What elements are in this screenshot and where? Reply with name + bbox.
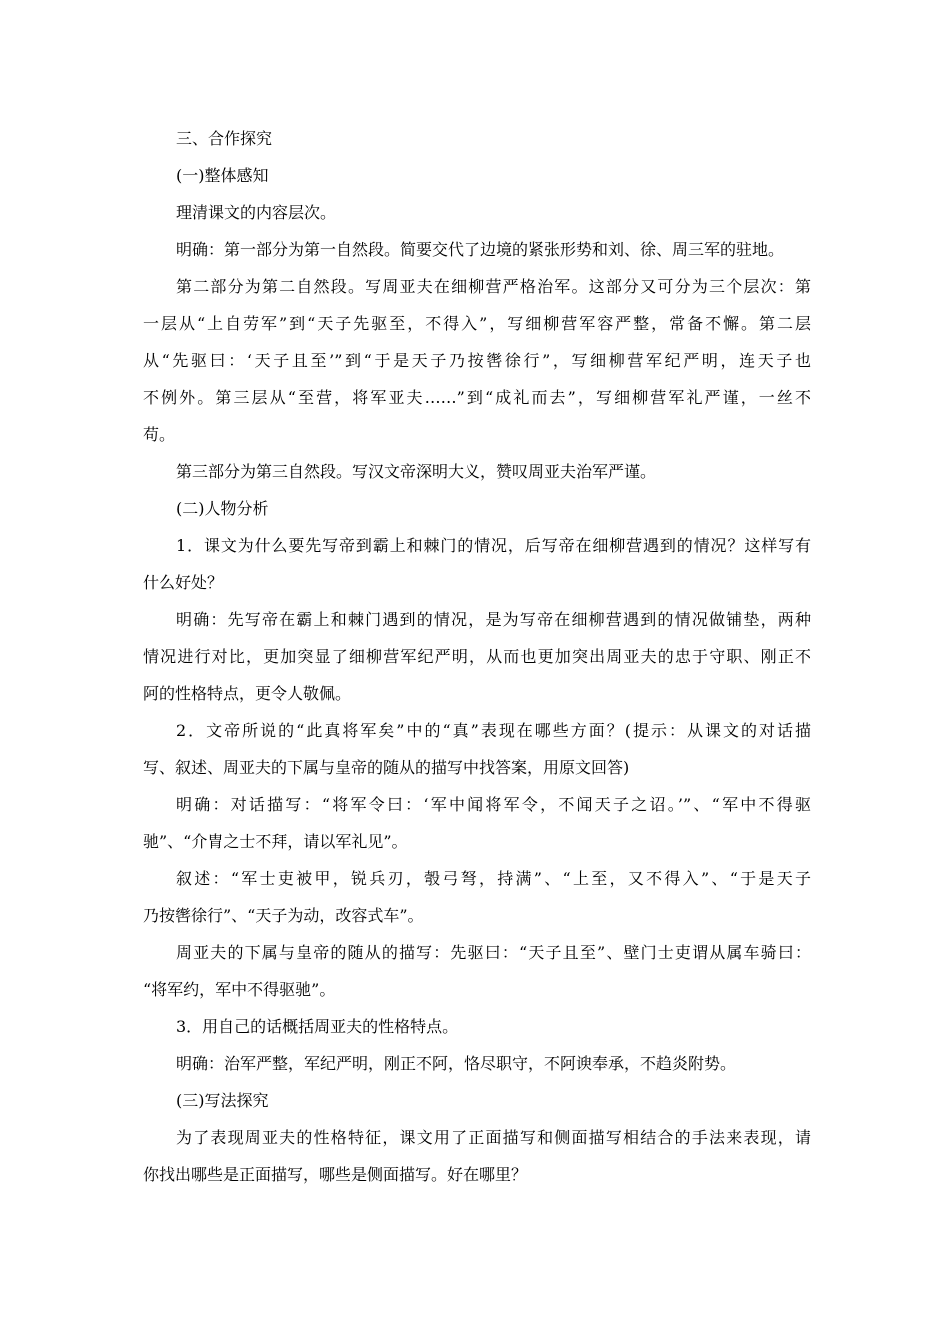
text-line: 明确：第一部分为第一自然段。简要交代了边境的紧张形势和刘、徐、周三军的驻地。 (176, 240, 785, 259)
text-line: 阿的性格特点，更令人敬佩。 (143, 684, 352, 703)
text-line: (三)写法探究 (176, 1091, 269, 1110)
text-line: 第二部分为第二自然段。写周亚夫在细柳营严格治军。这部分又可分为三个层次：第 (176, 277, 811, 296)
text-line: 一层从“上自劳军”到“天子先驱至，不得入”，写细柳营军容严整，常备不懈。第二层 (143, 314, 811, 333)
text-line: 情况进行对比，更加突显了细柳营军纪严明，从而也更加突出周亚夫的忠于守职、刚正不 (143, 647, 811, 666)
text-line: 明确：先写帝在霸上和棘门遇到的情况，是为写帝在细柳营遇到的情况做铺垫，两种 (176, 610, 811, 629)
text-line: 从“先驱曰：‘天子且至’”到“于是天子乃按辔徐行”，写细柳营军纪严明，连天子也 (143, 351, 811, 370)
text-line: 不例外。第三层从“至营，将军亚夫……”到“成礼而去”，写细柳营军礼严谨，一丝不 (143, 388, 811, 407)
text-line: 什么好处？ (143, 573, 224, 592)
text-line: 2．文帝所说的“此真将军矣”中的“真”表现在哪些方面？(提示：从课文的对话描 (176, 721, 811, 740)
text-line: (二)人物分析 (176, 499, 269, 518)
text-line: 第三部分为第三自然段。写汉文帝深明大义，赞叹周亚夫治军严谨。 (176, 462, 657, 481)
text-line: 周亚夫的下属与皇帝的随从的描写：先驱曰：“天子且至”、壁门士吏谓从属车骑曰： (176, 943, 811, 962)
text-line: 1．课文为什么要先写帝到霸上和棘门的情况，后写帝在细柳营遇到的情况？这样写有 (176, 536, 811, 555)
text-line: 写、叙述、周亚夫的下属与皇帝的随从的描写中找答案，用原文回答) (143, 758, 630, 777)
text-line: 3．用自己的话概括周亚夫的性格特点。 (176, 1017, 459, 1036)
text-line: 叙述：“军士吏被甲，锐兵刃，彀弓弩，持满”、“上至，又不得入”、“于是天子 (176, 869, 811, 888)
text-line: 苟。 (143, 425, 176, 444)
text-line: 理清课文的内容层次。 (176, 203, 337, 222)
text-line: “将军约，军中不得驱驰”。 (143, 980, 336, 999)
text-line: 明确：对话描写：“将军令曰：‘军中闻将军令，不闻天子之诏。’”、“军中不得驱 (176, 795, 811, 814)
text-line: 三、合作探究 (176, 129, 273, 148)
text-line: 你找出哪些是正面描写，哪些是侧面描写。好在哪里？ (143, 1165, 528, 1184)
text-line: 为了表现周亚夫的性格特征，课文用了正面描写和侧面描写相结合的手法来表现，请 (176, 1128, 811, 1147)
document-body (143, 120, 811, 1193)
text-line: 明确：治军严整，军纪严明，刚正不阿，恪尽职守，不阿谀奉承，不趋炎附势。 (176, 1054, 737, 1073)
text-line: 乃按辔徐行”、“天子为动，改容式车”。 (143, 906, 424, 925)
text-line: (一)整体感知 (176, 166, 269, 185)
text-line: 驰”、“介胄之士不拜，请以军礼见”。 (143, 832, 408, 851)
